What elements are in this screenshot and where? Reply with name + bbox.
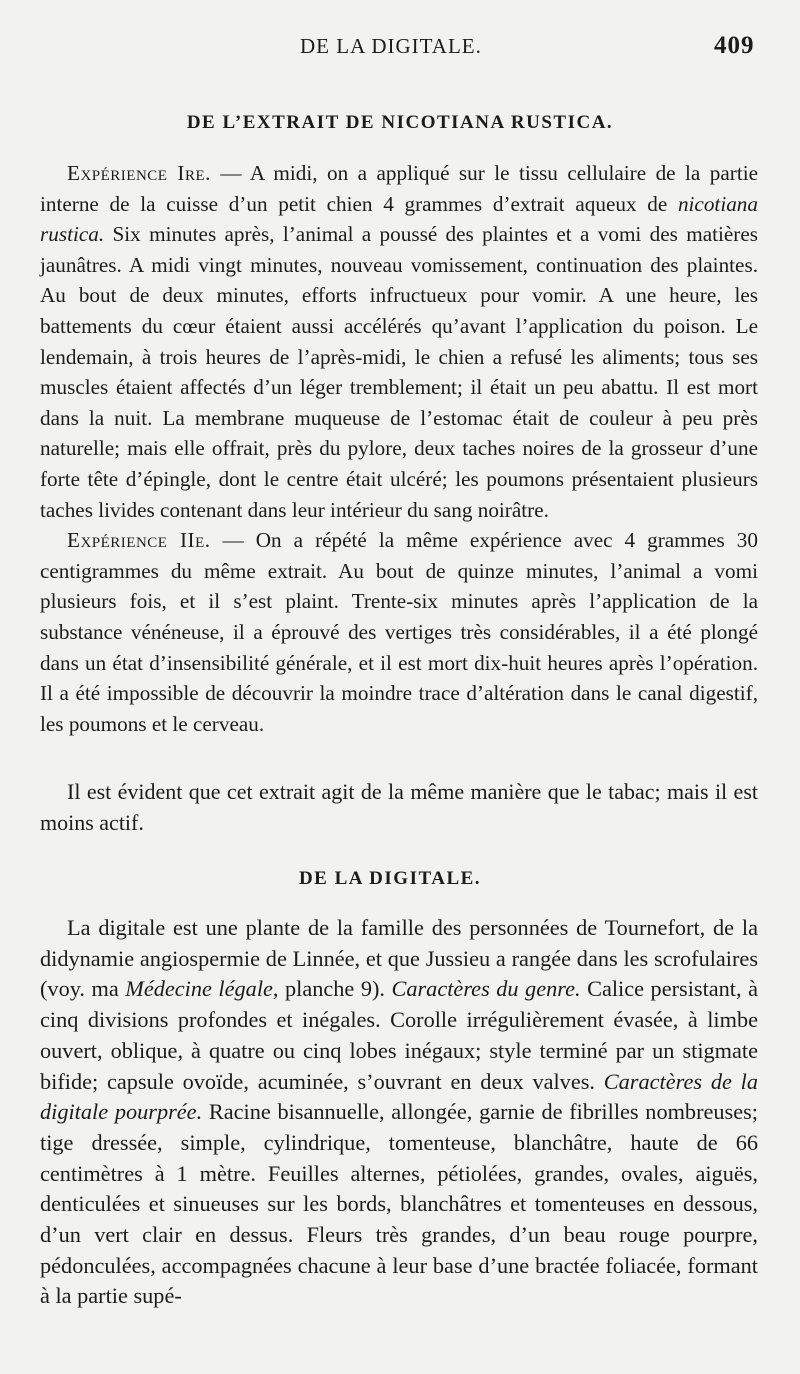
digitale-paragraph [40,913,758,1312]
experiment-1-text-b: Six minutes après, l’animal a poussé des plaintes et a vomi des matières jaunâtres. A midi vingt minutes, nouveau vomissement, continuation des plaintes. Au bout de deux minutes, efforts infructueux pour vomir. A une heure, les battements du cœur étaient aussi accélérés qu’avant l’application du poison. Le lendemain, à trois heures de l’après-midi, le chien a refusé les aliments; tous ses muscles étaient affectés d’un léger tremblement; il était un peu abattu. Il est mort dans la nuit. La membrane muqueuse de l’estomac était de couleur à peu près naturelle; mais elle offrait, près du pylore, deux taches noires de la grosseur d’une forte tête d’épingle, dont le centre était ulcéré; les poumons présentaient plusieurs taches livides contenant dans leur intérieur du sang noirâtre. [40,222,758,522]
experiment-1-paragraph [40,158,758,525]
section-title-nicotiana: DE L’EXTRAIT DE NICOTIANA RUSTICA. [186,112,614,133]
conclusion-block [40,776,758,838]
digitale-text-1: La digitale est une plante de la famille des personnées de Tournefort, de la didynamie angiospermie de Linnée, et que Jussieu a rangée dans les scrofulaires (voy. ma [40,915,758,1002]
digitale-italic-2: Caractères du genre. [391,976,581,1002]
digitale-italic-3: Caractères de la digitale pourprée. [40,1068,759,1125]
digitale-text-2: , planche 9). [272,976,392,1002]
experiment-2-paragraph [40,525,758,739]
page-number: 409 [714,32,755,59]
digitale-text-4: Racine bisannuelle, allongée, garnie de fibrilles nombreuses; tige dressée, simple, cylindrique, tomenteuse, blanchâtre, haute de 66 centimètres à 1 mètre. Feuilles alternes, pétiolées, grandes, ovales, aiguës, denticulées et sinueuses sur les bords, blanchâtres et tomenteuses en dessous, d’un vert clair en dessus. Fleurs très grandes, d’un beau rouge pourpre, pédonculées, accompagnées chacune à leur base d’une bractée foliacée, formant à la partie supé- [40,1099,758,1309]
section-title-digitale: DE LA DIGITALE. [298,868,482,889]
running-title: DE LA DIGITALE. [300,34,482,58]
experiments-block [40,158,758,739]
digitale-description-block [40,913,758,1312]
digitale-text-3: Calice persistant, à cinq divisions profondes et inégales. Corolle irrégulièrement évasée, à limbe ouvert, oblique, à quatre ou cinq lobes inégaux; style terminé par un stigmate bifide; capsule ovoïde, acuminée, s’ouvrant en deux valves. [40,976,758,1094]
experiment-2-text: — On a répété la même expérience avec 4 grammes 30 centigrammes du même extrait. Au bout de quinze minutes, l’animal a vomi plusieurs fois, et il s’est plaint. Trente-six minutes après l’application de la substance vénéneuse, il a éprouvé des vertiges très considérables, il a été plongé dans un état d’insensibilité générale, et il est mort dix-huit heures après l’opération. Il a été impossible de découvrir la moindre trace d’altération dans le canal digestif, les poumons et le cerveau. [40,528,758,736]
digitale-italic-1: Médecine légale [125,976,273,1002]
experiment-2-label: Expérience IIe. [67,528,211,553]
experiment-1-text-a: — A midi, on a appliqué sur le tissu cellulaire de la partie interne de la cuisse d’un petit chien 4 grammes d’extrait aqueux de [40,161,758,216]
experiment-1-label: Expérience Ire. [67,161,211,185]
conclusion-paragraph: Il est évident que cet extrait agit de la même manière que le tabac; mais il est moins actif. [40,779,758,835]
experiment-1-italic-term: nicotiana rustica. [40,191,758,247]
